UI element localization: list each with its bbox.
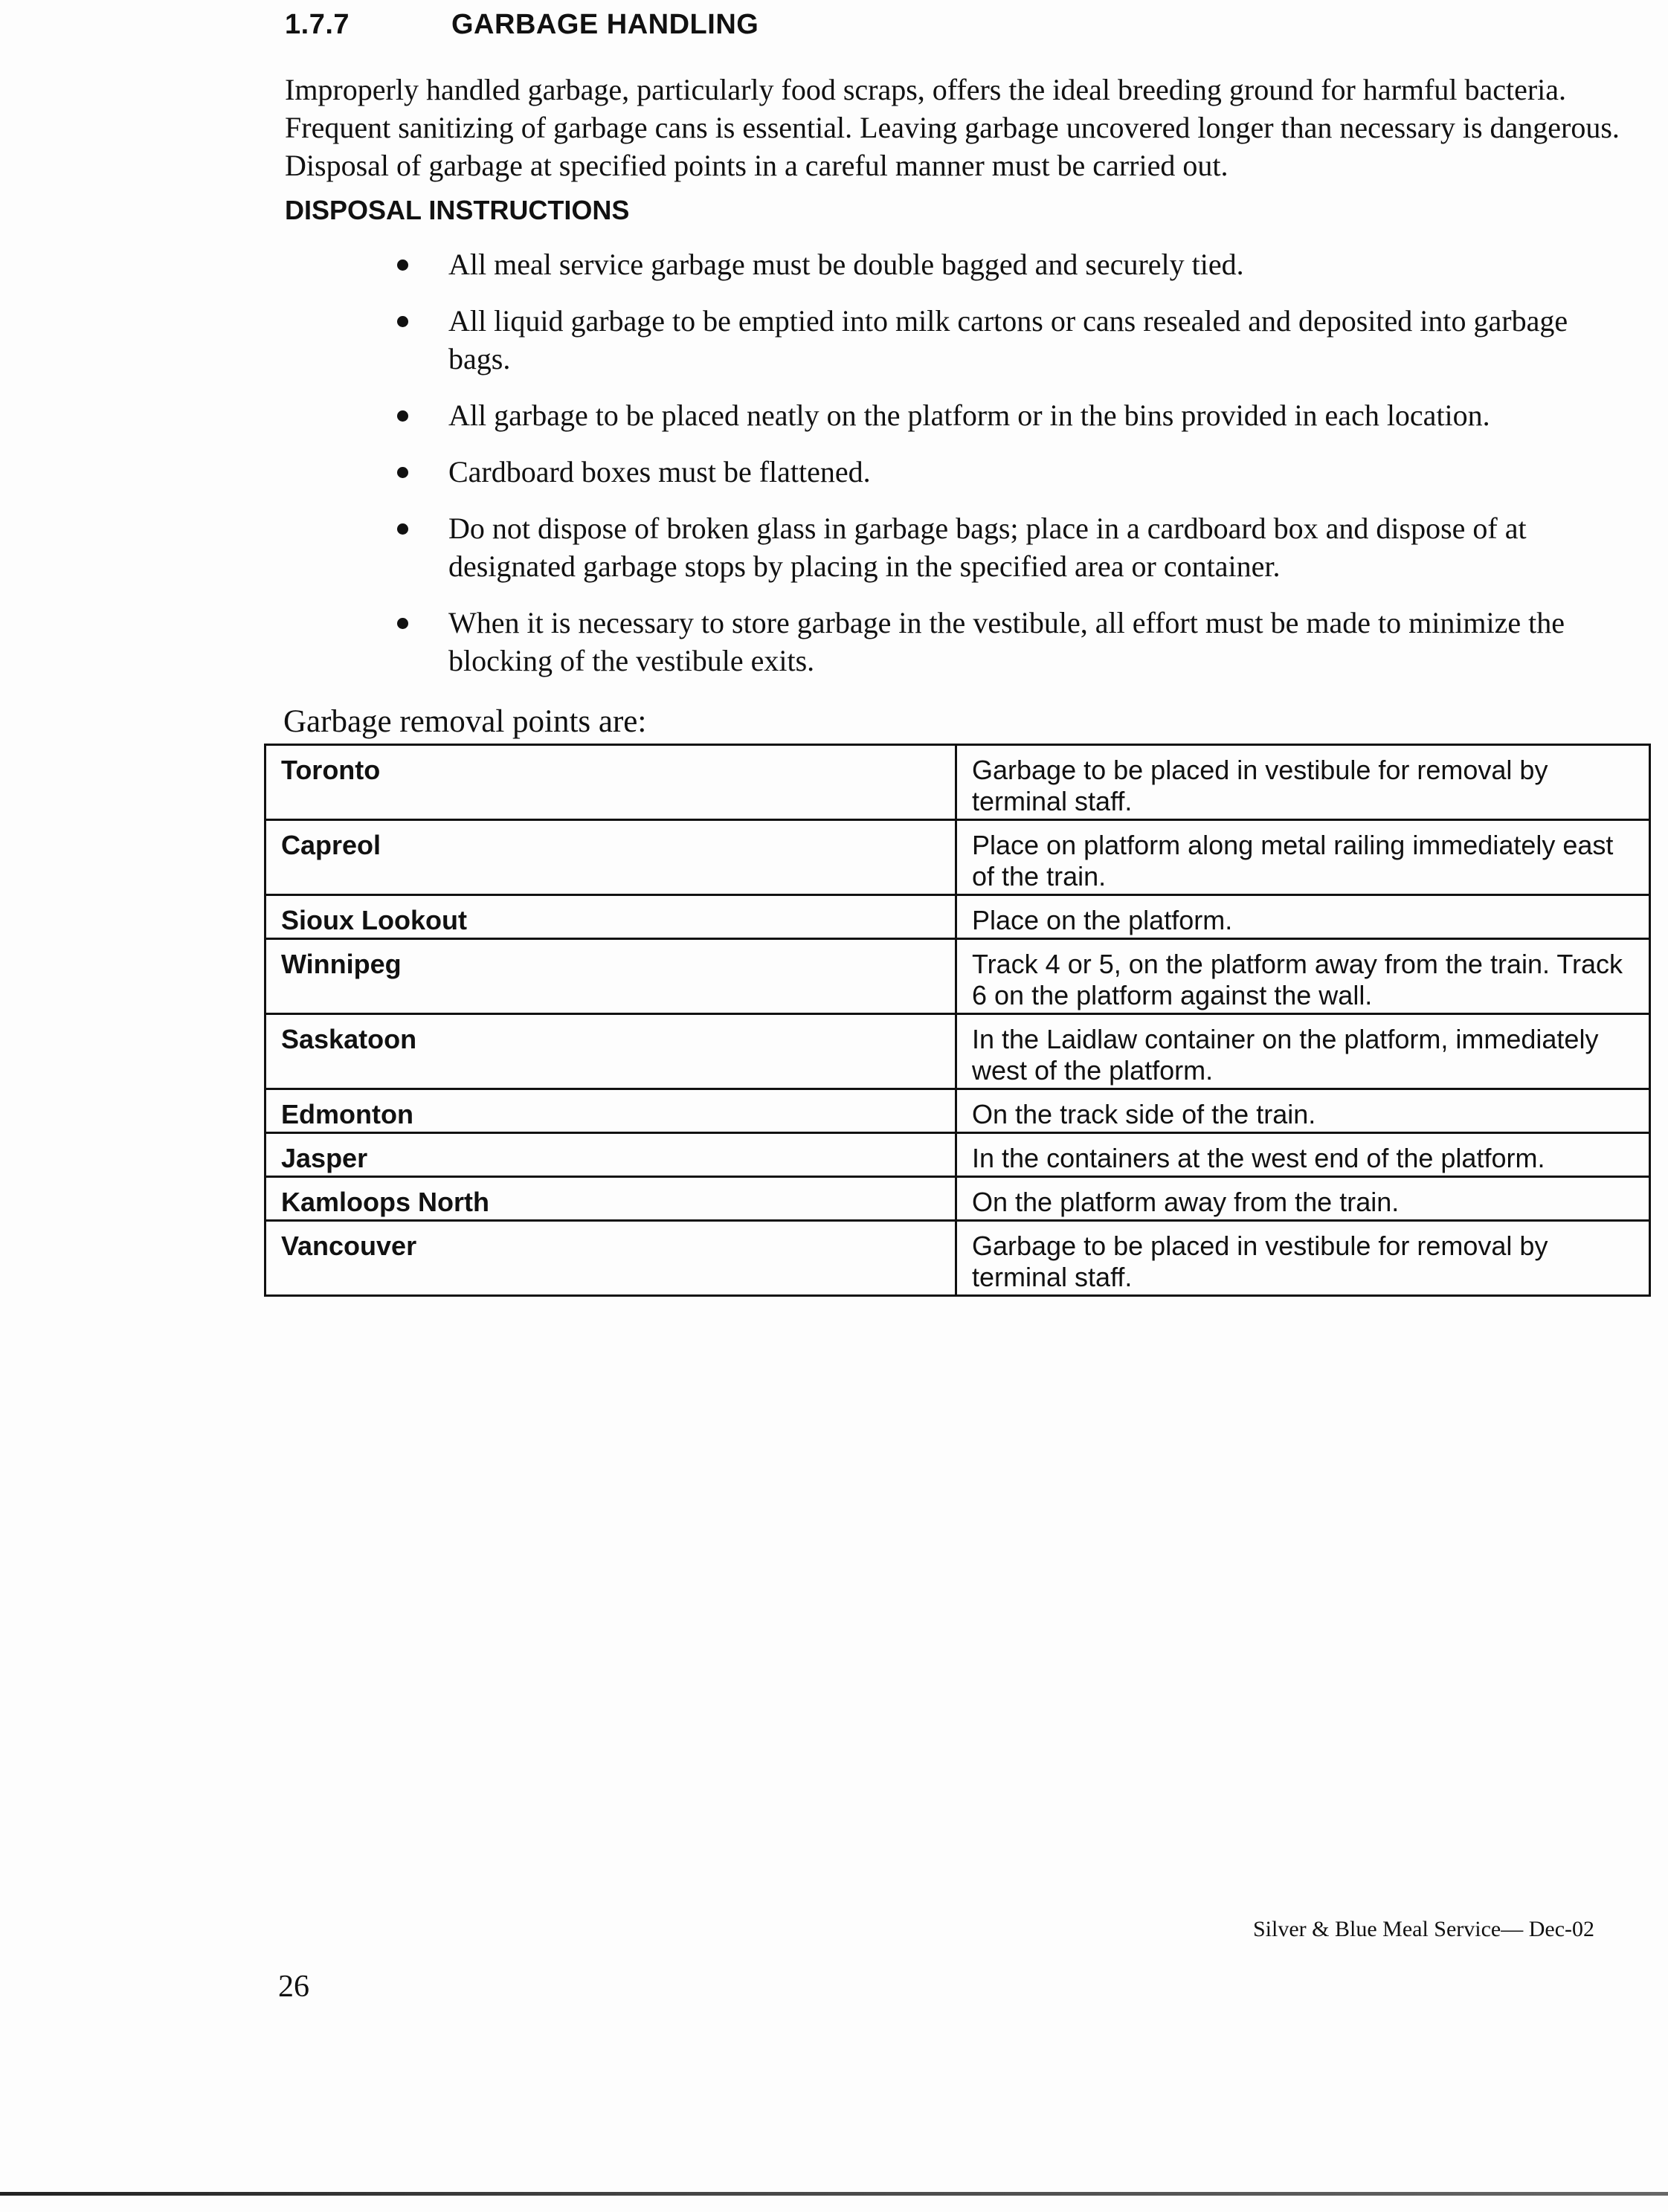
list-item-text: When it is necessary to store garbage in the vestibule, all effort must be made to minimize the blocking of the vestibule exits.: [448, 606, 1565, 677]
bullet-icon: [397, 259, 408, 271]
table-row: [265, 1221, 1650, 1296]
instruction-cell: Garbage to be placed in vestibule for removal by terminal staff.: [956, 1221, 1650, 1296]
table-row: [265, 745, 1650, 820]
list-item: [448, 302, 1623, 378]
table-row: [265, 939, 1650, 1014]
removal-points-table: [264, 744, 1651, 1297]
bullet-icon: [397, 618, 408, 629]
instruction-cell: Garbage to be placed in vestibule for removal by terminal staff.: [956, 745, 1650, 820]
section-number: 1.7.7: [285, 9, 350, 40]
list-item: [448, 604, 1623, 680]
location-cell: Capreol: [265, 820, 956, 895]
list-item-text: Cardboard boxes must be flattened.: [448, 455, 871, 488]
section-heading: [285, 9, 759, 41]
instruction-cell: On the platform away from the train.: [956, 1177, 1650, 1221]
table-row: [265, 895, 1650, 939]
bullet-icon: [397, 467, 408, 478]
table-row: [265, 1089, 1650, 1133]
location-cell: Toronto: [265, 745, 956, 820]
location-cell: Kamloops North: [265, 1177, 956, 1221]
list-item-text: All garbage to be placed neatly on the platform or in the bins provided in each location.: [448, 399, 1490, 432]
list-item-text: All meal service garbage must be double bagged and securely tied.: [448, 248, 1244, 281]
instruction-cell: On the track side of the train.: [956, 1089, 1650, 1133]
list-item-text: Do not dispose of broken glass in garbage bags; place in a cardboard box and dispose of at designated garbage stops by placing in the specified area or container.: [448, 512, 1527, 583]
instruction-cell: In the containers at the west end of the platform.: [956, 1133, 1650, 1177]
disposal-list: [448, 245, 1623, 698]
list-item: [448, 453, 1623, 491]
instruction-cell: Track 4 or 5, on the platform away from the train. Track 6 on the platform against the wall.: [956, 939, 1650, 1014]
removal-points-heading: Garbage removal points are:: [283, 704, 647, 739]
table-row: [265, 1133, 1650, 1177]
location-cell: Edmonton: [265, 1089, 956, 1133]
scan-edge-line: [0, 2192, 1668, 2196]
instruction-cell: Place on platform along metal railing immediately east of the train.: [956, 820, 1650, 895]
list-item: [448, 509, 1623, 585]
list-item: [448, 245, 1623, 283]
list-item: [448, 396, 1623, 434]
table-row: [265, 820, 1650, 895]
page-number: 26: [278, 1970, 309, 2004]
bullet-icon: [397, 523, 408, 535]
list-item-text: All liquid garbage to be emptied into milk cartons or cans resealed and deposited into garbage bags.: [448, 304, 1568, 375]
intro-paragraph: Improperly handled garbage, particularly food scraps, offers the ideal breeding ground for harmful bacteria. Frequent sanitizing of garbage cans is essential. Leaving garbage uncovered longer than necessary is dangerous. Disposal of garbage at specified points in a careful manner must be carried out.: [285, 73, 1620, 182]
instruction-cell: In the Laidlaw container on the platform, immediately west of the platform.: [956, 1014, 1650, 1089]
location-cell: Jasper: [265, 1133, 956, 1177]
table-row: [265, 1014, 1650, 1089]
disposal-heading: DISPOSAL INSTRUCTIONS: [285, 195, 630, 225]
location-cell: Sioux Lookout: [265, 895, 956, 939]
bullet-icon: [397, 316, 408, 327]
bullet-icon: [397, 410, 408, 422]
table-row: [265, 1177, 1650, 1221]
section-title: GARBAGE HANDLING: [451, 9, 759, 40]
location-cell: Vancouver: [265, 1221, 956, 1296]
location-cell: Winnipeg: [265, 939, 956, 1014]
instruction-cell: Place on the platform.: [956, 895, 1650, 939]
publication-footer: Silver & Blue Meal Service— Dec-02: [1253, 1917, 1595, 1941]
location-cell: Saskatoon: [265, 1014, 956, 1089]
